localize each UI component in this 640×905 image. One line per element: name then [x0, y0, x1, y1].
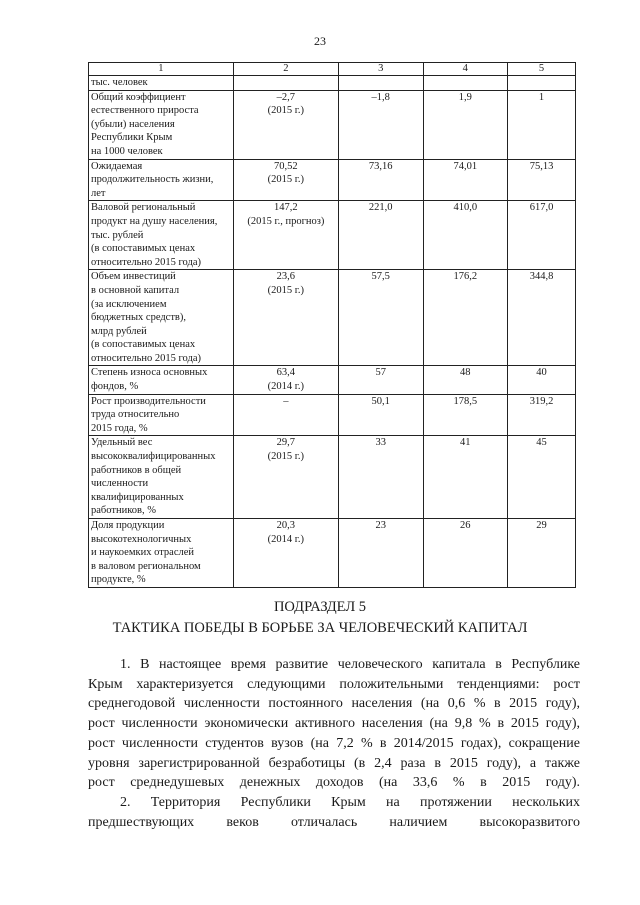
indicators-table — [88, 62, 576, 588]
base-value: 70,52 (2015 г.) — [233, 159, 338, 201]
value-col-5: 45 — [508, 436, 576, 519]
header-cell-2: 2 — [233, 63, 338, 76]
paragraph-1: 1. В настоящее время развитие человеческого капитала в Республике Крым характеризуется следующими положительными тенденциями: рост среднегодовой численности постоянного населения (на 0,6 % в 2015 году), рост численности экономически активного населения (на 9,8 % в 2015 году), рост численности студентов вузов (на 7,2 % в 2014/2015 годах), сокращение уровня зарегистрированной безработицы (в 2,4 раза в 2015 году), а также рост среднедушевых денежных доходов (на 33,6 % в 2015 году). — [88, 657, 580, 791]
section-title: ТАКТИКА ПОБЕДЫ В БОРЬБЕ ЗА ЧЕЛОВЕЧЕСКИЙ КАПИТАЛ — [112, 620, 528, 636]
header-cell-3: 3 — [338, 63, 423, 76]
value-col-3 — [338, 76, 423, 91]
value-col-3: 33 — [338, 436, 423, 519]
table-row — [89, 90, 576, 159]
value-col-5: 75,13 — [508, 159, 576, 201]
table-row — [89, 394, 576, 436]
base-value: 29,7 (2015 г.) — [233, 436, 338, 519]
value-col-3: 73,16 — [338, 159, 423, 201]
base-value: –2,7 (2015 г.) — [233, 90, 338, 159]
value-col-4: 410,0 — [423, 201, 508, 270]
table-row — [89, 366, 576, 394]
page-number: 23 — [314, 34, 326, 48]
value-col-5: 344,8 — [508, 270, 576, 366]
value-col-3: 221,0 — [338, 201, 423, 270]
value-col-4: 41 — [423, 436, 508, 519]
indicator-label: Степень износа основных фондов, % — [89, 366, 234, 394]
header-cell-5: 5 — [508, 63, 576, 76]
base-value — [233, 76, 338, 91]
base-value: 63,4 (2014 г.) — [233, 366, 338, 394]
header-cell-1: 1 — [89, 63, 234, 76]
value-col-4: 176,2 — [423, 270, 508, 366]
table-row — [89, 436, 576, 519]
value-col-4 — [423, 76, 508, 91]
value-col-3: 57 — [338, 366, 423, 394]
section-subtitle: ПОДРАЗДЕЛ 5 — [273, 599, 367, 615]
indicator-label: тыс. человек — [89, 76, 234, 91]
value-col-4: 74,01 — [423, 159, 508, 201]
table-row — [89, 159, 576, 201]
value-col-3: 50,1 — [338, 394, 423, 436]
value-col-3: 23 — [338, 519, 423, 588]
value-col-3: 57,5 — [338, 270, 423, 366]
value-col-5: 29 — [508, 519, 576, 588]
table-row — [89, 519, 576, 588]
paragraph-2: 2. Территория Республики Крым на протяжении нескольких предшествующих веков отличалась наличием высокоразвитого — [88, 795, 580, 830]
value-col-5: 40 — [508, 366, 576, 394]
table-header-row — [89, 63, 576, 76]
value-col-5: 617,0 — [508, 201, 576, 270]
value-col-4: 178,5 — [423, 394, 508, 436]
indicator-label: Общий коэффициент естественного прироста (убыли) населения Республики Крым на 1000 человек — [89, 90, 234, 159]
indicator-label: Объем инвестиций в основной капитал (за исключением бюджетных средств), млрд рублей (в сопоставимых ценах относительно 2015 года) — [89, 270, 234, 366]
indicator-label: Валовой региональный продукт на душу населения, тыс. рублей (в сопоставимых ценах относительно 2015 года) — [89, 201, 234, 270]
base-value: 20,3 (2014 г.) — [233, 519, 338, 588]
indicator-label: Доля продукции высокотехнологичных и наукоемких отраслей в валовом региональном продукте, % — [89, 519, 234, 588]
value-col-5: 1 — [508, 90, 576, 159]
indicator-label: Удельный вес высококвалифицированных работников в общей численности квалифицированных работников, % — [89, 436, 234, 519]
indicator-label: Рост производительности труда относительно 2015 года, % — [89, 394, 234, 436]
header-cell-4: 4 — [423, 63, 508, 76]
indicator-label: Ожидаемая продолжительность жизни, лет — [89, 159, 234, 201]
table-row — [89, 270, 576, 366]
value-col-4: 1,9 — [423, 90, 508, 159]
base-value: 23,6 (2015 г.) — [233, 270, 338, 366]
value-col-5: 319,2 — [508, 394, 576, 436]
value-col-5 — [508, 76, 576, 91]
base-value: 147,2 (2015 г., прогноз) — [233, 201, 338, 270]
value-col-3: –1,8 — [338, 90, 423, 159]
table-row — [89, 76, 576, 91]
table-row — [89, 201, 576, 270]
value-col-4: 26 — [423, 519, 508, 588]
base-value: – — [233, 394, 338, 436]
value-col-4: 48 — [423, 366, 508, 394]
